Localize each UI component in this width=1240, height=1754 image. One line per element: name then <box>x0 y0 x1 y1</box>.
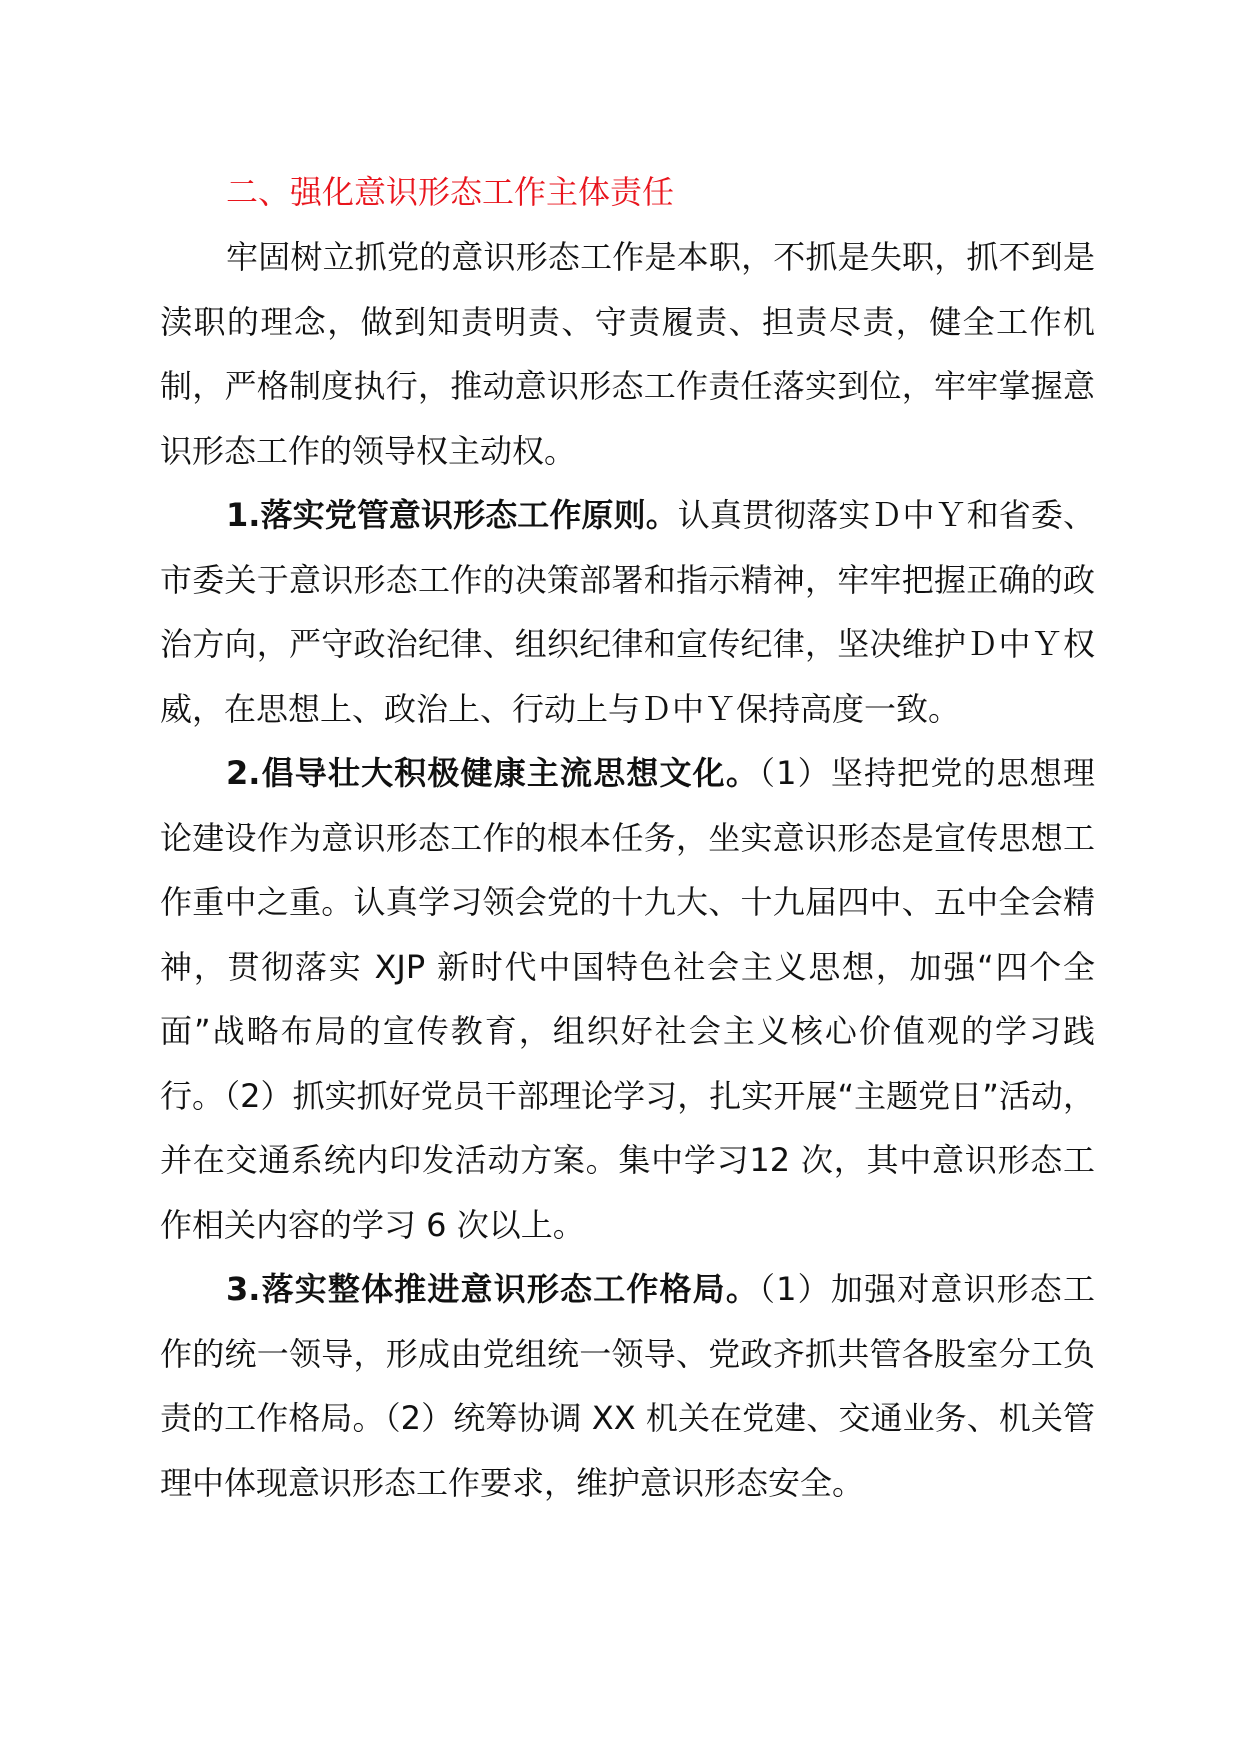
item-lead-1: 1.落实党管意识形态工作原则。 <box>226 496 678 534</box>
item-body-3: （1）加强对意识形态工作的统一领导，形成由党组统一领导、党政齐抓共管各股室分工负责的工作格局。（2）统筹协调 XX 机关在党建、交通业务、机关管理中体现意识形态工作要求，维护意识形态安全。 <box>160 1270 1095 1502</box>
item-body-1: 认真贯彻落实Ｄ中Ｙ和省委、市委关于意识形态工作的决策部署和指示精神，牢牢把握正确的政治方向，严守政治纪律、组织纪律和宣传纪律，坚决维护Ｄ中Ｙ权威，在思想上、政治上、行动上与Ｄ中Ｙ保持高度一致。 <box>160 496 1095 728</box>
section-title: 二、强化意识形态工作主体责任 <box>226 173 675 211</box>
item-lead-3: 3.落实整体推进意识形态工作格局。 <box>226 1270 759 1308</box>
item-paragraph-3 <box>160 1257 1095 1515</box>
document-page <box>160 160 1095 1515</box>
intro-paragraph: 牢固树立抓党的意识形态工作是本职，不抓是失职，抓不到是渎职的理念，做到知责明责、守责履责、担责尽责，健全工作机制，严格制度执行，推动意识形态工作责任落实到位，牢牢掌握意识形态工作的领导权主动权。 <box>160 238 1095 470</box>
item-paragraph-2 <box>160 741 1095 1257</box>
item-body-2: （1）坚持把党的思想理论建设作为意识形态工作的根本任务，坐实意识形态是宣传思想工作重中之重。认真学习领会党的十九大、十九届四中、五中全会精神，贯彻落实 XJP 新时代中国特色社会主义思想，加强“四个全面”战略布局的宣传教育，组织好社会主义核心价值观的学习践行。（2）抓实抓好党员干部理论学习，扎实开展“主题党日”活动，并在交通系统内印发活动方案。集中学习12 次，其中意识形态工作相关内容的学习 6 次以上。 <box>160 754 1095 1244</box>
item-lead-2: 2.倡导壮大积极健康主流思想文化。 <box>226 754 759 792</box>
item-paragraph-1 <box>160 483 1095 741</box>
